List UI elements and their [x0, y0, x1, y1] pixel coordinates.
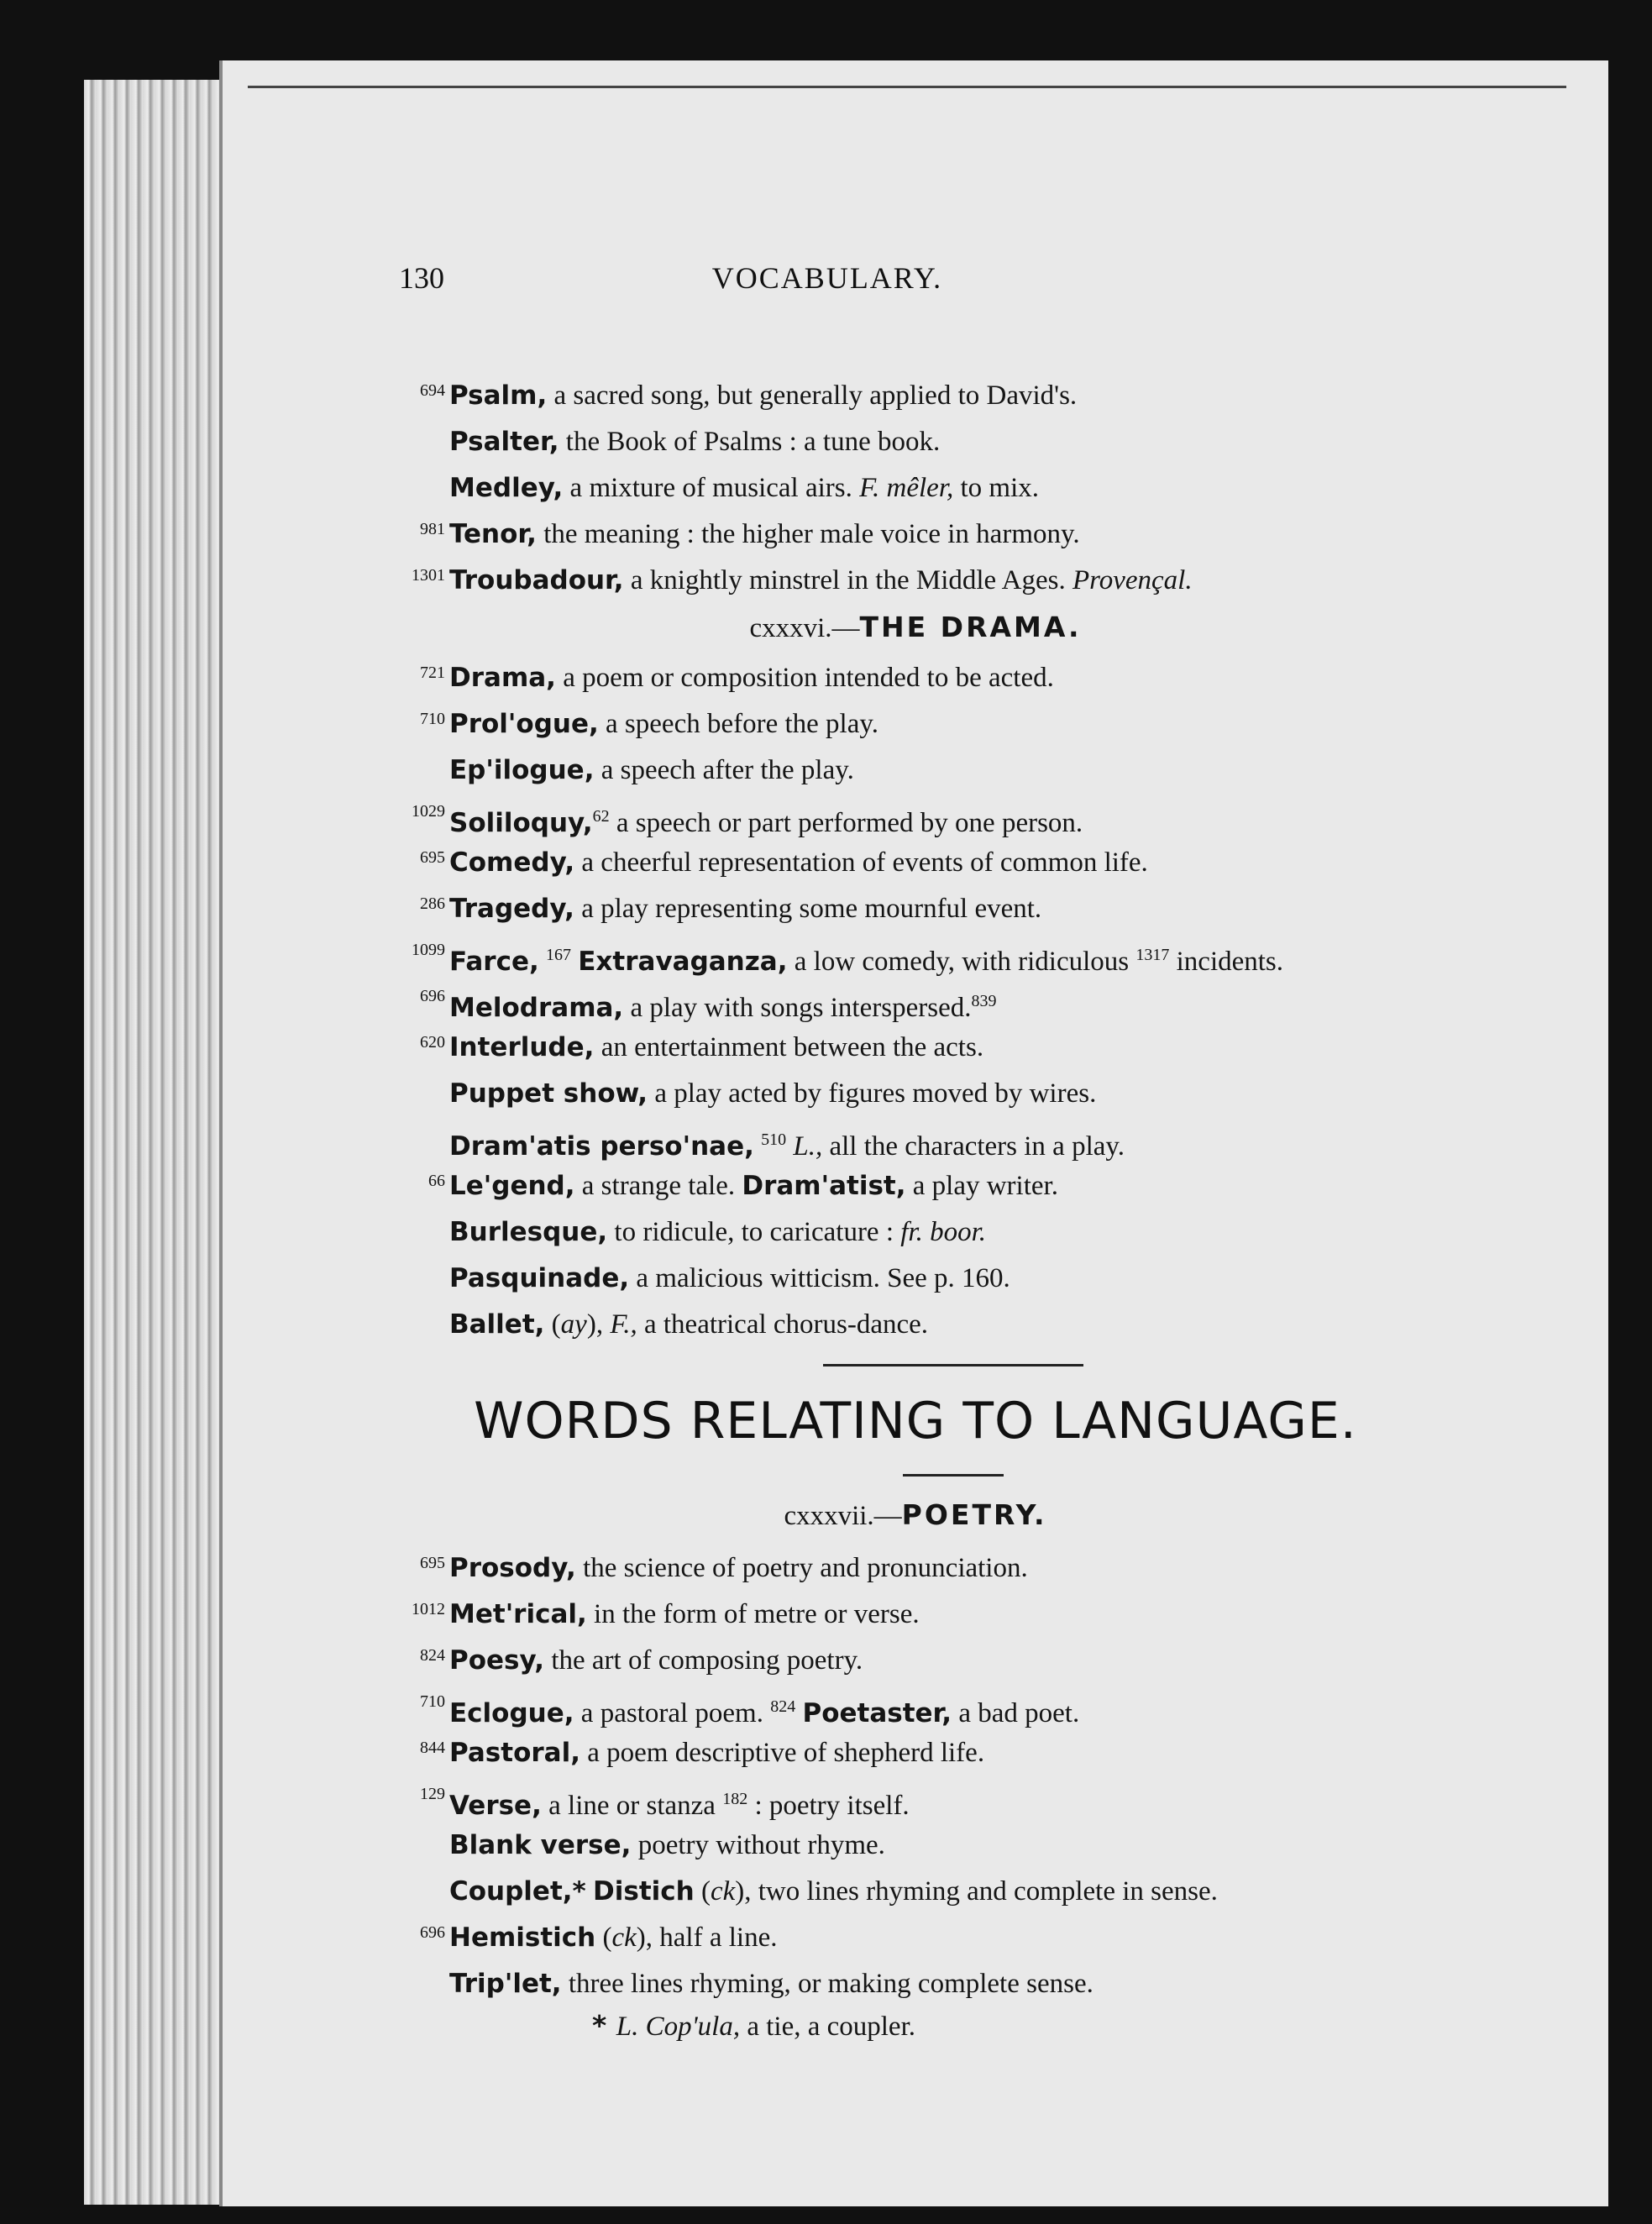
etymology: F. mêler, [859, 473, 954, 503]
headword: Poesy, [449, 1645, 545, 1676]
definition: a poem descriptive of shepherd life. [580, 1738, 985, 1768]
book-page [223, 60, 1608, 2206]
page-number: 130 [399, 261, 444, 295]
headword: Pastoral, [449, 1738, 580, 1768]
page-header [223, 245, 1608, 296]
definition: a speech or part performed by one person. [609, 808, 1083, 838]
vocab-entry [403, 465, 1596, 511]
entry-number: 695 [420, 848, 445, 867]
major-heading: WORDS RELATING TO LANGUAGE. [474, 1392, 1357, 1450]
entry-number: 129 [420, 1785, 445, 1803]
pronunciation: ck [710, 1876, 736, 1907]
headword: Interlude, [449, 1032, 595, 1062]
vocab-entry [403, 1302, 1596, 1347]
headword: Drama, [449, 663, 556, 693]
entry-number: 694 [420, 381, 445, 400]
definition-tail: ), half a line. [636, 1922, 778, 1953]
definition: a low comedy, with ridiculous [787, 947, 1136, 977]
definition-tail: all the characters in a play. [822, 1131, 1125, 1162]
headword: Farce, [449, 947, 539, 977]
section-heading-poetry [223, 1498, 1608, 1532]
definition: a speech before the play. [598, 709, 878, 739]
vocab-entry [403, 1209, 1596, 1255]
entry-number: 981 [420, 520, 445, 538]
vocab-entry [403, 1592, 1596, 1637]
headword-2: Extravaganza, [578, 947, 788, 977]
definition: a play acted by figures moved by wires. [648, 1078, 1097, 1109]
definition: the meaning : the higher male voice in harmony. [536, 519, 1080, 549]
entry-number: 710 [420, 710, 445, 728]
headword: Couplet,* [449, 1876, 586, 1907]
vocab-entry [403, 1776, 1596, 1822]
section-number: cxxxvi.— [749, 613, 860, 643]
page-top-rule [248, 86, 1566, 88]
headword: Prol'ogue, [449, 709, 599, 739]
definition-tail: a play writer. [905, 1171, 1058, 1201]
entry-number: 695 [420, 1554, 445, 1572]
headword: Tenor, [449, 519, 537, 549]
vocab-entry [403, 1730, 1596, 1776]
definition: in the form of metre or verse. [586, 1599, 920, 1629]
cross-ref: 824 [770, 1697, 796, 1716]
entry-number: 721 [420, 664, 445, 682]
section-title: THE DRAMA. [859, 611, 1082, 643]
definition: the Book of Psalms : a tune book. [559, 427, 941, 457]
headword: Dram'atis perso'nae, [449, 1131, 754, 1162]
definition: a pastoral poem. [574, 1698, 771, 1728]
headword: Troubadour, [449, 565, 624, 595]
definition-tail: to mix. [953, 473, 1040, 503]
definition: the science of poetry and pronunciation. [575, 1553, 1028, 1583]
headword: Le'gend, [449, 1171, 575, 1201]
vocab-entry [403, 1545, 1596, 1591]
entry-number: 286 [420, 894, 445, 913]
definition: an entertainment between the acts. [594, 1032, 984, 1062]
vocab-entry [403, 1869, 1596, 1914]
short-divider-rule [903, 1474, 1004, 1477]
definition-tail: ), two lines rhyming and complete in sense. [735, 1876, 1218, 1907]
definition-tail: a theatrical chorus-dance. [637, 1309, 929, 1340]
entry-number: 1301 [412, 566, 445, 585]
definition: the art of composing poetry. [544, 1645, 863, 1676]
vocab-entry [403, 932, 1596, 978]
entry-number: 1029 [412, 802, 445, 821]
vocab-entry [403, 1684, 1596, 1729]
headword: Melodrama, [449, 993, 624, 1023]
definition-tail: a bad poet. [952, 1698, 1080, 1728]
entry-number: 620 [420, 1033, 445, 1052]
definition: three lines rhyming, or making complete sense. [561, 1969, 1093, 1999]
footnote-latin: L. Cop'ula, [616, 2012, 741, 2042]
headword-2: Poetaster, [802, 1698, 952, 1728]
vocab-entry [403, 373, 1596, 418]
definition: a strange tale. [574, 1171, 742, 1201]
pronunciation: ay [560, 1309, 587, 1340]
definition: a sacred song, but generally applied to David's. [547, 380, 1078, 411]
cross-ref: 62 [592, 807, 610, 826]
definition: a speech after the play. [594, 755, 854, 785]
vocab-entry [403, 1256, 1596, 1301]
cross-ref: 510 [761, 1130, 787, 1149]
vocab-entry [403, 511, 1596, 557]
footnote [592, 2009, 915, 2043]
etymology: Provençal. [1072, 565, 1193, 595]
cross-ref: 167 [546, 946, 571, 964]
footnote-text: a tie, a coupler. [740, 2012, 916, 2042]
vocab-entry [403, 419, 1596, 464]
definition: a poem or composition intended to be acted. [555, 663, 1054, 693]
headword: Eclogue, [449, 1698, 574, 1728]
pronunciation: ck [611, 1922, 637, 1953]
headword: Verse, [449, 1791, 542, 1821]
vocab-entry [403, 1163, 1596, 1209]
vocab-entry [403, 1025, 1596, 1070]
entry-number: 710 [420, 1692, 445, 1711]
headword: Comedy, [449, 847, 575, 878]
entry-number: 66 [428, 1172, 445, 1190]
vocab-entry [403, 978, 1596, 1024]
entry-number: 844 [420, 1739, 445, 1757]
definition: a play representing some mournful event. [574, 894, 1042, 924]
entry-number: 696 [420, 1923, 445, 1942]
section-heading-drama [223, 611, 1608, 644]
definition: a mixture of musical airs. [563, 473, 860, 503]
headword: Psalm, [449, 380, 548, 411]
entry-number: 824 [420, 1646, 445, 1665]
definition: a play with songs interspersed. [623, 993, 972, 1023]
definition-tail: : poetry itself. [747, 1791, 910, 1821]
cross-ref: 1317 [1135, 946, 1170, 964]
footnote-mark: * [592, 2009, 616, 2042]
headword: Tragedy, [449, 894, 574, 924]
headword: Blank verse, [449, 1830, 632, 1860]
etymology: fr. boor. [900, 1217, 987, 1247]
definition: ( [694, 1876, 711, 1907]
headword-2: Distich [593, 1876, 695, 1907]
cross-ref: 839 [971, 992, 997, 1010]
headword: Met'rical, [449, 1599, 587, 1629]
headword: Ep'ilogue, [449, 755, 595, 785]
vocab-entry [403, 840, 1596, 885]
vocab-entry [403, 1915, 1596, 1960]
vocab-entry [403, 655, 1596, 700]
vocab-entry [403, 558, 1596, 603]
definition: a cheerful representation of events of common life. [574, 847, 1148, 878]
headword: Medley, [449, 473, 564, 503]
stacked-page-edges [84, 80, 244, 2205]
vocab-entry [403, 794, 1596, 839]
vocab-entry [403, 747, 1596, 793]
entry-number: 1099 [412, 941, 445, 959]
entry-number: 1012 [412, 1600, 445, 1618]
definition: ( [544, 1309, 561, 1340]
cross-ref: 182 [722, 1790, 748, 1808]
headword-2: Dram'atist, [742, 1171, 906, 1201]
definition: a malicious witticism. See p. 160. [629, 1263, 1010, 1293]
vocab-entry [403, 886, 1596, 931]
vocab-entry [403, 1117, 1596, 1162]
etymology: L., [786, 1131, 823, 1162]
entry-number: 696 [420, 987, 445, 1005]
definition-tail: incidents. [1169, 947, 1284, 977]
definition: a knightly minstrel in the Middle Ages. [623, 565, 1072, 595]
section-number: cxxxvii.— [784, 1501, 902, 1531]
vocab-entry [403, 1961, 1596, 2006]
vocab-entry [403, 701, 1596, 747]
definition: to ridicule, to caricature : [607, 1217, 901, 1247]
running-title: VOCABULARY. [711, 261, 943, 295]
headword: Psalter, [449, 427, 559, 457]
headword: Soliloquy, [449, 808, 593, 838]
definition-mid: ), [586, 1309, 611, 1340]
vocab-entry [403, 1823, 1596, 1868]
definition: poetry without rhyme. [631, 1830, 885, 1860]
definition: a line or stanza [541, 1791, 723, 1821]
definition: ( [595, 1922, 612, 1953]
headword: Trip'let, [449, 1969, 562, 1999]
headword: Prosody, [449, 1553, 576, 1583]
headword: Burlesque, [449, 1217, 608, 1247]
section-title: POETRY. [901, 1498, 1047, 1531]
definition [754, 1131, 761, 1162]
vocab-entry [403, 1638, 1596, 1683]
divider-rule [823, 1364, 1083, 1366]
vocab-entry [403, 1071, 1596, 1116]
headword: Puppet show, [449, 1078, 648, 1109]
etymology: F., [610, 1309, 637, 1340]
headword: Pasquinade, [449, 1263, 630, 1293]
headword: Ballet, [449, 1309, 545, 1340]
headword: Hemistich [449, 1922, 596, 1953]
